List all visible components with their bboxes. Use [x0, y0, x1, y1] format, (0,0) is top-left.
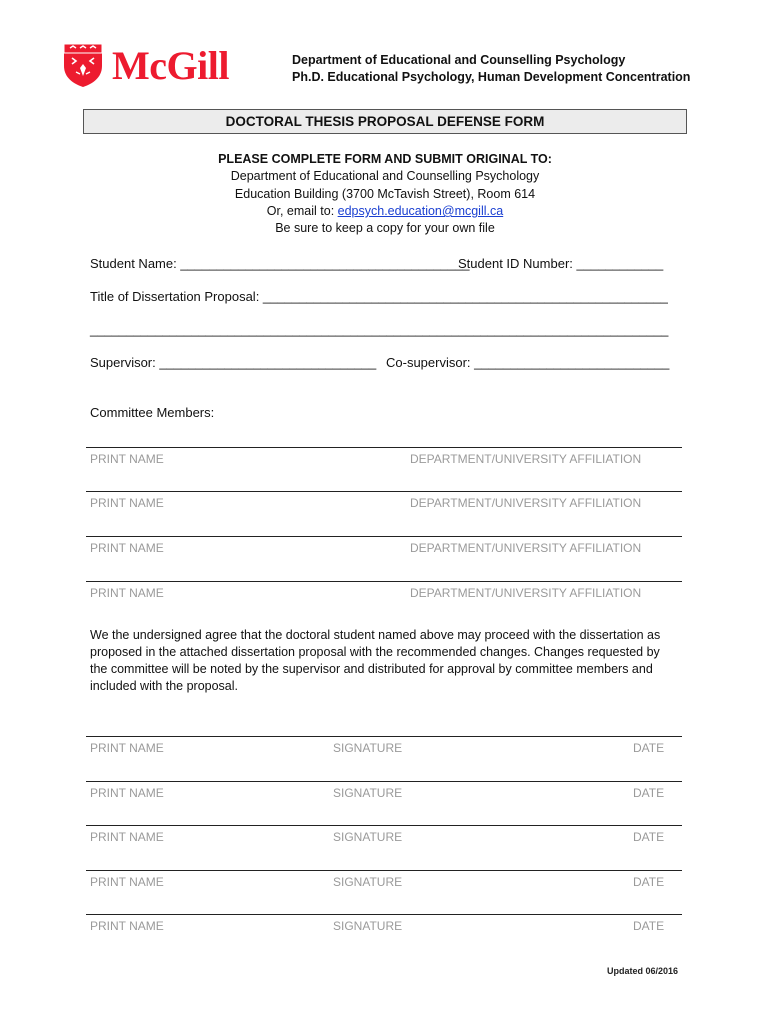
cosupervisor-field[interactable]: Co-supervisor: ___________________________ [386, 355, 670, 370]
signature-field[interactable]: SIGNATURE [333, 786, 403, 800]
committee-affiliation[interactable]: DEPARTMENT/UNIVERSITY AFFILIATION [410, 452, 642, 466]
committee-line [86, 491, 682, 492]
instructions-department: Department of Educational and Counselling Psychology [230, 169, 540, 183]
signature-date[interactable]: DATE [633, 875, 665, 889]
signature-print-name[interactable]: PRINT NAME [90, 830, 164, 844]
signature-field[interactable]: SIGNATURE [333, 875, 403, 889]
instructions-email-line [0, 204, 770, 218]
committee-label: Committee Members: [90, 405, 215, 420]
email-prefix: Or, email to: [266, 204, 338, 218]
committee-name[interactable]: PRINT NAME [90, 541, 164, 555]
agreement-line: We the undersigned agree that the doctoral student named above may proceed with the dissertation as [90, 628, 661, 642]
signature-print-name[interactable]: PRINT NAME [90, 875, 164, 889]
supervisor-field[interactable]: Supervisor: ______________________________ [90, 355, 377, 370]
committee-line [86, 447, 682, 448]
agreement-paragraph [90, 627, 680, 695]
dissertation-title-continued[interactable]: ________________________________________________________________________________ [90, 322, 669, 337]
signature-date[interactable]: DATE [633, 919, 665, 933]
committee-line [86, 581, 682, 582]
updated-date: Updated 06/2016 [606, 966, 678, 976]
signature-print-name[interactable]: PRINT NAME [90, 741, 164, 755]
signature-line [86, 914, 682, 915]
signature-date[interactable]: DATE [633, 830, 665, 844]
signature-date[interactable]: DATE [633, 786, 665, 800]
program-name: Ph.D. Educational Psychology, Human Development Concentration [292, 70, 691, 84]
committee-affiliation[interactable]: DEPARTMENT/UNIVERSITY AFFILIATION [410, 586, 642, 600]
signature-line [86, 736, 682, 737]
agreement-line: included with the proposal. [90, 679, 239, 693]
agreement-line: the committee will be noted by the supervisor and distributed for approval by committee members and [90, 662, 653, 676]
committee-name[interactable]: PRINT NAME [90, 586, 164, 600]
agreement-line: proposed in the attached dissertation proposal with the recommended changes. Changes requested by [90, 645, 660, 659]
signature-print-name[interactable]: PRINT NAME [90, 919, 164, 933]
student-name-field[interactable]: Student Name: ________________________________________ [90, 256, 470, 271]
committee-line [86, 536, 682, 537]
dissertation-title-field[interactable]: Title of Dissertation Proposal: ________________________________________________________ [90, 289, 668, 304]
signature-field[interactable]: SIGNATURE [333, 830, 403, 844]
committee-name[interactable]: PRINT NAME [90, 452, 164, 466]
email-link[interactable]: edpsych.education@mcgill.ca [337, 204, 504, 218]
department-name: Department of Educational and Counselling Psychology [292, 53, 626, 67]
committee-name[interactable]: PRINT NAME [90, 496, 164, 510]
mcgill-crest-icon [62, 42, 104, 88]
committee-affiliation[interactable]: DEPARTMENT/UNIVERSITY AFFILIATION [410, 496, 642, 510]
mcgill-logo [62, 42, 272, 90]
signature-line [86, 825, 682, 826]
signature-date[interactable]: DATE [633, 741, 665, 755]
student-id-field[interactable]: Student ID Number: ____________ [458, 256, 664, 271]
signature-line [86, 870, 682, 871]
logo-wordmark: McGill [112, 43, 229, 88]
signature-field[interactable]: SIGNATURE [333, 741, 403, 755]
instructions-address: Education Building (3700 McTavish Street), Room 614 [234, 187, 536, 201]
form-title: DOCTORAL THESIS PROPOSAL DEFENSE FORM [83, 109, 687, 134]
instructions-keep-copy: Be sure to keep a copy for your own file [275, 221, 495, 235]
signature-print-name[interactable]: PRINT NAME [90, 786, 164, 800]
instructions-heading: PLEASE COMPLETE FORM AND SUBMIT ORIGINAL TO: [218, 152, 552, 166]
committee-affiliation[interactable]: DEPARTMENT/UNIVERSITY AFFILIATION [410, 541, 642, 555]
signature-line [86, 781, 682, 782]
signature-field[interactable]: SIGNATURE [333, 919, 403, 933]
